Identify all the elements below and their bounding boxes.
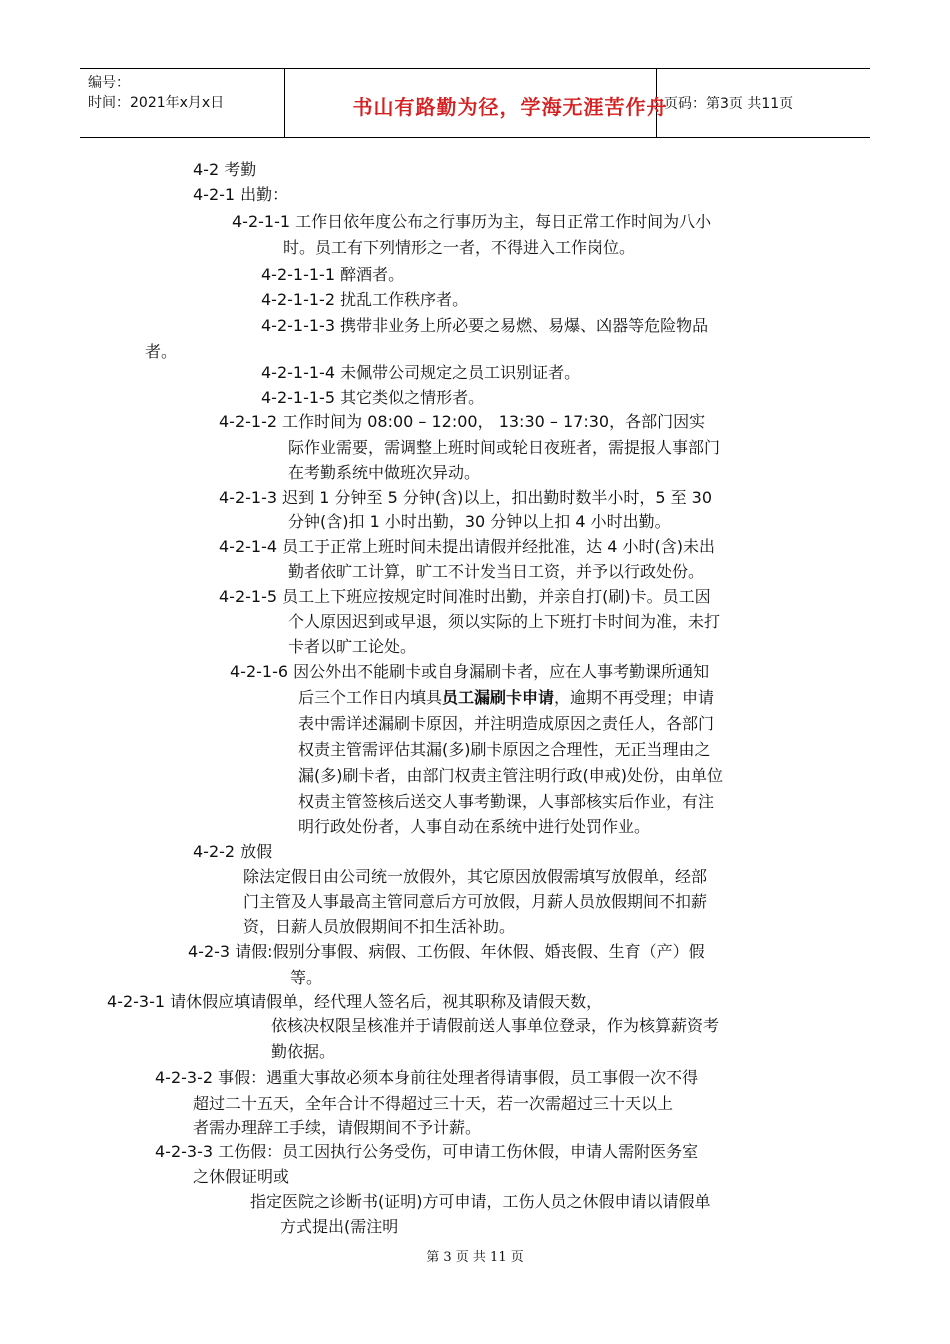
line-text: 4-2-3 请假:假别分事假、病假、工伤假、年休假、婚丧假、生育（产）假 [188, 942, 705, 961]
line-text: 4-2-1-4 员工于正常上班时间未提出请假并经批准，达 4 小时(含)未出 [219, 537, 715, 556]
text-line-18 [219, 585, 711, 609]
line-text: 卡者以旷工论处。 [288, 637, 417, 656]
line-text: 等。 [290, 968, 323, 987]
line-text: 4-2-1-1-5 其它类似之情形者。 [261, 388, 485, 407]
line-text: 勤者依旷工计算，旷工不计发当日工资，并予以行政处份。 [288, 562, 705, 581]
line-text: 明行政处份者，人事自动在系统中进行处罚作业。 [298, 817, 651, 836]
line-text: 者需办理辞工手续，请假期间不予计薪。 [193, 1118, 482, 1137]
line-text: 勤依据。 [271, 1042, 336, 1061]
line-text: 漏(多)刷卡者，由部门权责主管注明行政(申戒)处份，由单位 [298, 766, 723, 785]
line-text-continued: ，逾期不再受理；申请 [554, 688, 715, 707]
document-code-label: 编号： [88, 75, 130, 91]
line-text: 超过二十五天，全年合计不得超过三十天，若一次需超过三十天以上 [193, 1094, 674, 1113]
text-line-26 [298, 790, 714, 814]
line-text: 4-2-1-1-1 醉酒者。 [261, 265, 405, 284]
line-text: 4-2-1-5 员工上下班应按规定时间准时出勤，并亲自打(刷)卡。员工因 [219, 587, 711, 606]
text-line-27 [298, 815, 650, 839]
text-line-7 [261, 314, 708, 338]
text-line-25 [298, 764, 723, 788]
line-text: 4-2-1-6 因公外出不能刷卡或自身漏刷卡者，应在人事考勤课所通知 [230, 662, 710, 681]
text-line-9 [261, 361, 580, 385]
text-line-42 [250, 1190, 711, 1214]
text-line-35 [271, 1014, 719, 1038]
line-text: 之休假证明或 [193, 1167, 290, 1186]
text-line-2 [193, 183, 288, 207]
text-line-32 [188, 940, 705, 964]
text-line-19 [288, 610, 720, 634]
line-text: 资，日薪人员放假期间不扣生活补助。 [243, 917, 516, 936]
text-line-15 [288, 510, 671, 534]
line-text: 门主管及人事最高主管同意后方可放假，月薪人员放假期间不扣薪 [243, 892, 708, 911]
text-line-23 [298, 712, 714, 736]
line-text: 4-2-1 出勤： [193, 185, 289, 204]
text-line-12 [288, 436, 720, 460]
line-text: 分钟(含)扣 1 小时出勤，30 分钟以上扣 4 小时出勤。 [288, 512, 671, 531]
text-line-40 [155, 1140, 698, 1164]
text-line-6 [261, 288, 468, 312]
line-text: 4-2-1-1-4 未佩带公司规定之员工识别证者。 [261, 363, 581, 382]
line-text: 指定医院之诊断书(证明)方可申请，工伤人员之休假申请以请假单 [250, 1192, 711, 1211]
text-line-17 [288, 560, 704, 584]
text-line-33 [290, 966, 322, 990]
text-line-1 [193, 158, 256, 182]
line-text: 权责主管需评估其漏(多)刷卡原因之合理性，无正当理由之 [298, 740, 711, 759]
text-line-28 [193, 840, 272, 864]
text-line-20 [288, 635, 416, 659]
text-line-29 [243, 865, 707, 889]
text-line-5 [261, 263, 404, 287]
line-text: 4-2-1-1 工作日依年度公布之行事历为主，每日正常工作时间为八小 [232, 212, 712, 231]
text-line-13 [288, 461, 480, 485]
header-page-number: 页码：第3页 共11页 [664, 96, 794, 112]
text-line-30 [243, 890, 707, 914]
line-text: 际作业需要，需调整上班时间或轮日夜班者，需提报人事部门 [288, 438, 721, 457]
line-text: 4-2-3-2 事假：遇重大事故必须本身前往处理者得请事假，员工事假一次不得 [155, 1068, 699, 1087]
line-text: 4-2-3-3 工伤假：员工因执行公务受伤，可申请工伤休假，申请人需附医务室 [155, 1142, 699, 1161]
text-line-3 [232, 210, 711, 234]
line-text: 4-2-2 放假 [193, 842, 273, 861]
text-line-39 [193, 1116, 481, 1140]
text-line-38 [193, 1092, 673, 1116]
text-line-14 [219, 486, 712, 510]
line-text: 在考勤系统中做班次异动。 [288, 463, 481, 482]
text-line-11 [219, 410, 705, 434]
header-motto: 书山有路勤为径，学海无涯苦作舟 [352, 95, 668, 119]
line-text: 4-2-1-1-3 携带非业务上所必要之易燃、易爆、凶器等危险物品 [261, 316, 709, 335]
text-line-31 [243, 915, 515, 939]
text-line-36 [271, 1040, 335, 1064]
text-line-41 [193, 1165, 289, 1189]
bold-term: 员工漏刷卡申请 [442, 688, 555, 707]
line-text: 4-2-1-1-2 扰乱工作秩序者。 [261, 290, 469, 309]
text-line-21 [230, 660, 709, 684]
header-meta [88, 73, 224, 113]
line-text: 者。 [145, 342, 178, 361]
document-time-label: 时间：2021年x月x日 [88, 95, 225, 111]
line-text: 权责主管签核后送交人事考勤课，人事部核实后作业，有注 [298, 792, 715, 811]
page-footer: 第 3 页 共 11 页 [426, 1250, 524, 1265]
line-text: 个人原因迟到或早退，须以实际的上下班打卡时间为准，未打 [288, 612, 721, 631]
line-text: 时。员工有下列情形之一者，不得进入工作岗位。 [283, 238, 636, 257]
text-line-22 [298, 686, 714, 710]
text-line-43 [280, 1215, 398, 1239]
line-text: 4-2 考勤 [193, 160, 257, 179]
text-line-10 [261, 386, 484, 410]
text-line-24 [298, 738, 711, 762]
text-line-4 [283, 236, 635, 260]
text-line-34 [107, 990, 602, 1014]
text-line-16 [219, 535, 715, 559]
line-text: 4-2-3-1 请休假应填请假单，经代理人签名后，视其职称及请假天数， [107, 992, 603, 1011]
line-text: 表中需详述漏刷卡原因，并注明造成原因之责任人，各部门 [298, 714, 715, 733]
line-text: 方式提出(需注明 [280, 1217, 399, 1236]
line-text: 依核决权限呈核准并于请假前送人事单位登录，作为核算薪资考 [271, 1016, 720, 1035]
line-text: 除法定假日由公司统一放假外，其它原因放假需填写放假单，经部 [243, 867, 708, 886]
document-header [80, 68, 870, 138]
text-line-37 [155, 1066, 698, 1090]
line-text: 4-2-1-3 迟到 1 分钟至 5 分钟(含)以上，扣出勤时数半小时，5 至 30 [219, 488, 713, 507]
text-line-8 [145, 340, 177, 364]
line-text: 后三个工作日内填具 [298, 688, 443, 707]
line-text: 4-2-1-2 工作时间为 08:00 – 12:00， 13:30 – 17:30，各部门因实 [219, 412, 706, 431]
